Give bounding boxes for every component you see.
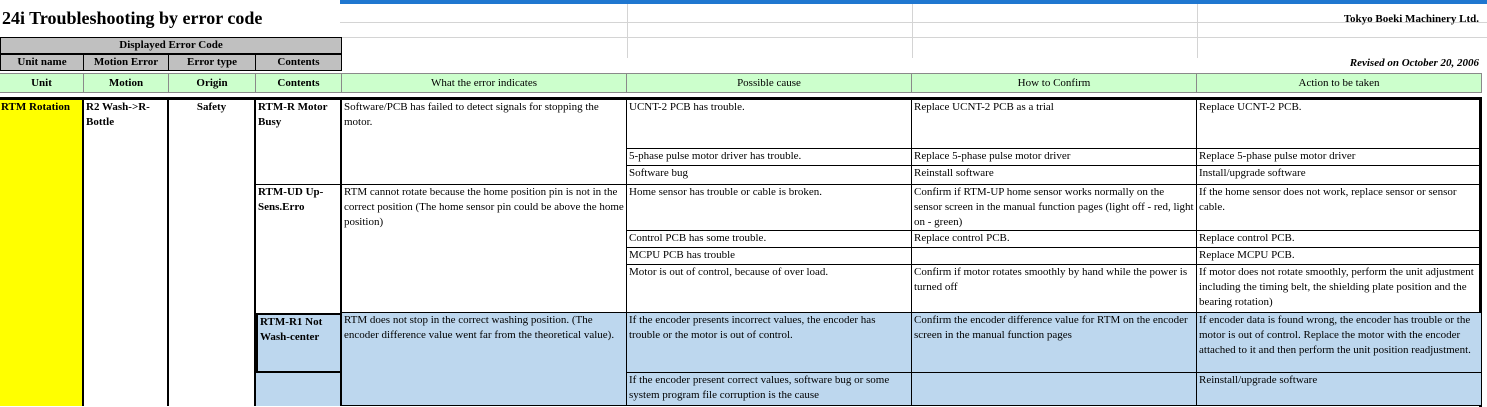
col-what-error-indicates: What the error indicates [342,73,627,93]
confirm-cell[interactable] [912,248,1197,265]
cause-cell[interactable]: If the encoder present correct values, software bug or some system program file corruption is the cause [627,373,912,406]
contents-cell-3[interactable]: RTM-R1 Not Wash-center [256,313,342,373]
confirm-cell[interactable]: Confirm if RTM-UP home sensor works normally on the sensor screen in the manual function pages (light off - red, light on - green) [912,185,1197,231]
confirm-cell[interactable]: Replace UCNT-2 PCB as a trial [912,100,1197,149]
action-cell[interactable]: Replace control PCB. [1197,231,1482,248]
confirm-cell[interactable]: Reinstall software [912,166,1197,185]
grid-line [340,37,1487,38]
cause-cell[interactable]: MCPU PCB has trouble [627,248,912,265]
cause-cell[interactable]: UCNT-2 PCB has trouble. [627,100,912,149]
action-cell[interactable]: If the home sensor does not work, replace sensor or sensor cable. [1197,185,1482,231]
action-cell[interactable]: Replace UCNT-2 PCB. [1197,100,1482,149]
cause-cell[interactable]: Software bug [627,166,912,185]
action-cell[interactable]: Install/upgrade software [1197,166,1482,185]
col-motion: Motion [84,73,169,93]
cause-cell[interactable]: Home sensor has trouble or cable is broken. [627,185,912,231]
confirm-cell[interactable]: Confirm if motor rotates smoothly by hand while the power is turned off [912,265,1197,313]
col-action-to-be-taken: Action to be taken [1197,73,1482,93]
sheet-title: 24i Troubleshooting by error code [2,8,263,28]
unit-cell[interactable]: RTM Rotation [0,100,84,406]
cause-cell[interactable]: If the encoder presents incorrect values, the encoder has trouble or the motor is out of control. [627,313,912,373]
action-cell[interactable]: Replace MCPU PCB. [1197,248,1482,265]
contents-cell-1[interactable]: RTM-R Motor Busy [256,100,342,185]
indicates-cell-2[interactable]: RTM cannot rotate because the home position pin is not in the correct position (The home sensor pin could be above the home position) [342,185,627,313]
indicates-cell-3[interactable]: RTM does not stop in the correct washing position. (The encoder difference value went far from the theoretical value). [342,313,627,406]
action-cell[interactable]: If motor does not rotate smoothly, perform the unit adjustment including the timing belt, the shielding plate position and the bearing rotation) [1197,265,1482,313]
col-how-to-confirm: How to Confirm [912,73,1197,93]
confirm-cell[interactable]: Replace control PCB. [912,231,1197,248]
header-error-type: Error type [168,54,256,71]
selection-bar [340,0,1487,4]
action-cell[interactable]: If encoder data is found wrong, the encoder has trouble or the motor is out of control. Replace the motor with the encoder attached to it and then perform the unit position readjustment. [1197,313,1482,373]
grid-line [1197,4,1198,58]
action-cell[interactable]: Replace 5-phase pulse motor driver [1197,149,1482,166]
origin-cell[interactable]: Safety [169,100,256,406]
header-contents: Contents [255,54,342,71]
grid-line [627,4,628,58]
header-motion-error: Motion Error [83,54,169,71]
header-unit-name: Unit name [0,54,84,71]
contents-cell-2[interactable]: RTM-UD Up-Sens.Erro [256,185,342,313]
col-origin: Origin [169,73,256,93]
grid-line [912,4,913,58]
col-unit: Unit [0,73,84,93]
col-possible-cause: Possible cause [627,73,912,93]
col-contents: Contents [256,73,342,93]
indicates-cell-1[interactable]: Software/PCB has failed to detect signals for stopping the motor. [342,100,627,185]
confirm-cell[interactable]: Replace 5-phase pulse motor driver [912,149,1197,166]
contents-cell-empty[interactable] [256,373,342,406]
cause-cell[interactable]: Control PCB has some trouble. [627,231,912,248]
action-cell[interactable]: Reinstall/upgrade software [1197,373,1482,406]
company-name: Tokyo Boeki Machinery Ltd. [1343,13,1479,25]
header-displayed-error-code: Displayed Error Code [0,37,342,54]
motion-cell[interactable]: R2 Wash->R-Bottle [84,100,169,406]
cause-cell[interactable]: Motor is out of control, because of over load. [627,265,912,313]
confirm-cell[interactable]: Confirm the encoder difference value for RTM on the encoder screen in the manual function pages [912,313,1197,373]
cause-cell[interactable]: 5-phase pulse motor driver has trouble. [627,149,912,166]
confirm-cell[interactable] [912,373,1197,406]
revised-date: Revised on October 20, 2006 [1349,57,1479,69]
grid-line [340,22,1487,23]
